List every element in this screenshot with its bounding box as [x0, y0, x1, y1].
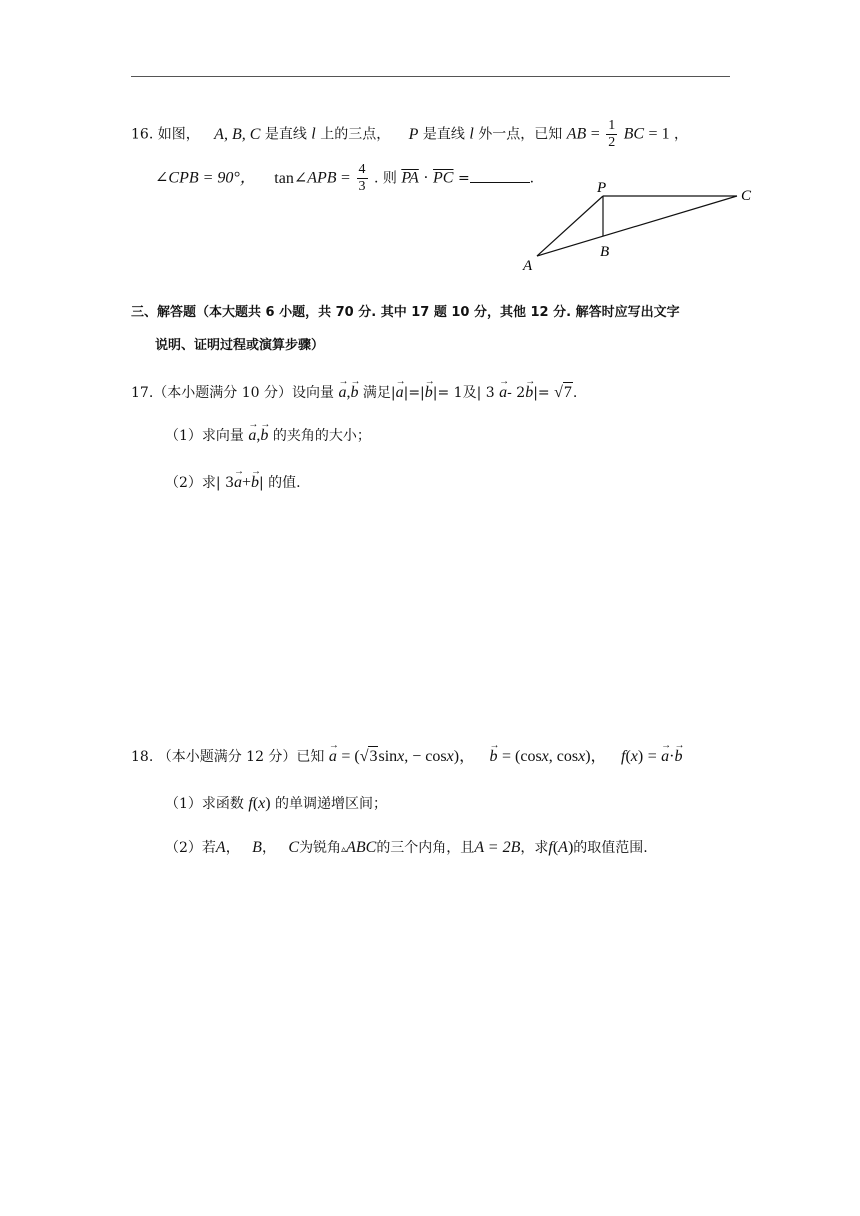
- q16-vector-pa: $\overline{PA}$: [401, 169, 419, 187]
- q16-point-p: P: [408, 125, 419, 143]
- paren: ): [265, 795, 271, 812]
- q16-text: 外一点，已知: [478, 126, 563, 143]
- vector-b: → b: [425, 383, 433, 403]
- sqrt-value: 7: [563, 384, 572, 401]
- vector-a: → a: [499, 383, 507, 403]
- plus: +: [241, 474, 252, 491]
- q16-eq: =: [590, 125, 600, 143]
- q16-number: 16. 如图，: [131, 126, 200, 143]
- vector-a: → a: [396, 383, 404, 403]
- q17-line1: [131, 382, 577, 403]
- var-a: A: [558, 839, 568, 856]
- q16-text: 是直线: [264, 126, 307, 143]
- func-f: f: [548, 839, 553, 856]
- var-c: C: [288, 839, 300, 856]
- paren: ): [567, 839, 574, 856]
- q16-eq-one: = 1: [648, 125, 670, 143]
- a-eq-2b: A = 2B: [474, 839, 521, 856]
- segment-ap: [537, 196, 603, 256]
- q18-prefix: 18. （本小题满分 12 分）已知: [131, 749, 325, 765]
- q16-apb: APB: [307, 169, 337, 187]
- paren: (: [552, 839, 559, 856]
- q18-close: )，: [453, 748, 476, 765]
- q17-comma: ,: [256, 427, 261, 444]
- q18-p2-suffix: 的取值范围.: [573, 840, 648, 856]
- fraction-numerator: 4: [358, 162, 366, 177]
- label-p: P: [597, 180, 607, 196]
- section3-title-line1: 三、解答题（本大题共 6 小题，共 70 分. 其中 17 题 10 分，其他 12 分. 解答时应写出文字: [131, 305, 680, 320]
- q16-dot: ·: [423, 169, 429, 187]
- var-x: x: [258, 795, 266, 812]
- q16-points: A, B, C: [214, 125, 261, 143]
- paren: ): [637, 748, 644, 765]
- q16-ab: AB: [566, 125, 587, 143]
- line-l: [537, 196, 737, 256]
- func-f: f: [621, 748, 626, 765]
- sqrt-sign: √: [359, 748, 369, 765]
- vector-b: → b: [490, 747, 498, 767]
- q18-line1: [131, 746, 683, 767]
- q17-text: |=|: [403, 385, 425, 401]
- paren: (: [625, 748, 631, 765]
- q18-sin: sin: [378, 748, 398, 765]
- q16-end: .: [529, 170, 535, 187]
- var-x: x: [541, 748, 549, 765]
- q17-part1: [165, 426, 371, 446]
- q18-cos: , − cos: [404, 748, 447, 765]
- var-x: x: [630, 748, 638, 765]
- vector-a: → a: [338, 383, 346, 403]
- equals: =: [647, 748, 657, 765]
- func-f: f: [248, 795, 253, 812]
- q17-p2-prefix: （2）求| 3: [165, 475, 234, 491]
- q16-text: 上的三点，: [320, 126, 391, 143]
- q18-text: 为锐角: [299, 840, 342, 856]
- q17-comma: ,: [346, 384, 351, 401]
- fraction-numerator: 1: [608, 118, 616, 133]
- vector-a: → a: [234, 473, 242, 493]
- q16-angle-cpb: ∠CPB = 90°，: [155, 169, 256, 187]
- q16-eq: =: [341, 169, 351, 187]
- q16-vector-pc: $\overline{PC}$: [433, 169, 454, 187]
- paren: (: [252, 795, 259, 812]
- sqrt-sign: √: [554, 384, 563, 401]
- triangle-figure: [515, 178, 760, 278]
- section3-title-line2: 说明、证明过程或演算步骤）: [155, 338, 325, 353]
- q17-part2: [165, 473, 301, 493]
- q16-bc: BC: [623, 125, 645, 143]
- q16-half-fraction: [606, 118, 617, 151]
- q17-p2-suffix: | 的值.: [259, 475, 301, 491]
- dot: ·: [669, 748, 675, 765]
- q17-text: |= 1及| 3: [432, 385, 495, 401]
- vector-a: → a: [661, 747, 669, 767]
- q17-text: - 2: [507, 385, 526, 401]
- var-x: x: [578, 748, 586, 765]
- q16-tan: tan∠: [274, 169, 308, 187]
- q18-p1-prefix: （1）求函数: [165, 796, 244, 812]
- q16-tan-fraction: [357, 162, 368, 195]
- triangle-abc: ABC: [346, 839, 377, 856]
- q18-part2: （2）若A， B， C为锐角▵ABC的三个内角，且A = 2B，求f(A)的取值范围.: [165, 839, 648, 856]
- q18-p2-prefix: （2）若: [165, 840, 216, 856]
- q17-text: 满足|: [362, 385, 396, 401]
- fraction-denominator: 3: [358, 179, 366, 194]
- label-b: B: [600, 244, 610, 260]
- q16-line2: [155, 162, 534, 195]
- q18-close: )，: [585, 748, 607, 765]
- q17-end: .: [572, 385, 578, 401]
- var-x: x: [446, 748, 454, 765]
- q18-cos: = (cos: [501, 748, 542, 765]
- q18-part1: [165, 794, 387, 814]
- vector-b: → b: [260, 426, 268, 446]
- q18-text: 的三个内角，且: [376, 840, 475, 856]
- vector-a: → a: [248, 426, 256, 446]
- header-rule: [131, 76, 730, 77]
- q18-cos: , cos: [548, 748, 579, 765]
- q18-p1-suffix: 的单调递增区间；: [275, 796, 388, 812]
- vector-a: → a: [329, 747, 337, 767]
- var-a: A: [215, 839, 226, 856]
- q18-text: ，求: [520, 840, 549, 856]
- q16-text: . 则: [373, 170, 397, 187]
- q16-line-l: l: [469, 125, 474, 143]
- vector-b: → b: [525, 383, 533, 403]
- var-x: x: [397, 748, 405, 765]
- vector-b: → b: [675, 747, 683, 767]
- vector-b: → b: [251, 473, 259, 493]
- q18-text: = (: [341, 748, 360, 765]
- sqrt-value: 3: [369, 748, 378, 765]
- label-c: C: [741, 188, 752, 204]
- q16-comma: ，: [674, 126, 689, 143]
- q17-text: |=: [533, 385, 550, 401]
- q17-p1-prefix: （1）求向量: [165, 428, 244, 444]
- q16-line1: [131, 118, 688, 151]
- label-a: A: [523, 258, 533, 274]
- q16-equals: =: [457, 170, 470, 187]
- triangle-symbol: ▵: [341, 844, 347, 855]
- q17-prefix: 17.（本小题满分 10 分）设向量: [131, 385, 334, 401]
- vector-b: → b: [350, 383, 358, 403]
- q16-text: 是直线: [422, 126, 465, 143]
- q17-p1-suffix: 的夹角的大小；: [272, 428, 371, 444]
- q16-line-l: l: [311, 125, 316, 143]
- var-b: B: [252, 839, 262, 856]
- fraction-denominator: 2: [608, 135, 616, 150]
